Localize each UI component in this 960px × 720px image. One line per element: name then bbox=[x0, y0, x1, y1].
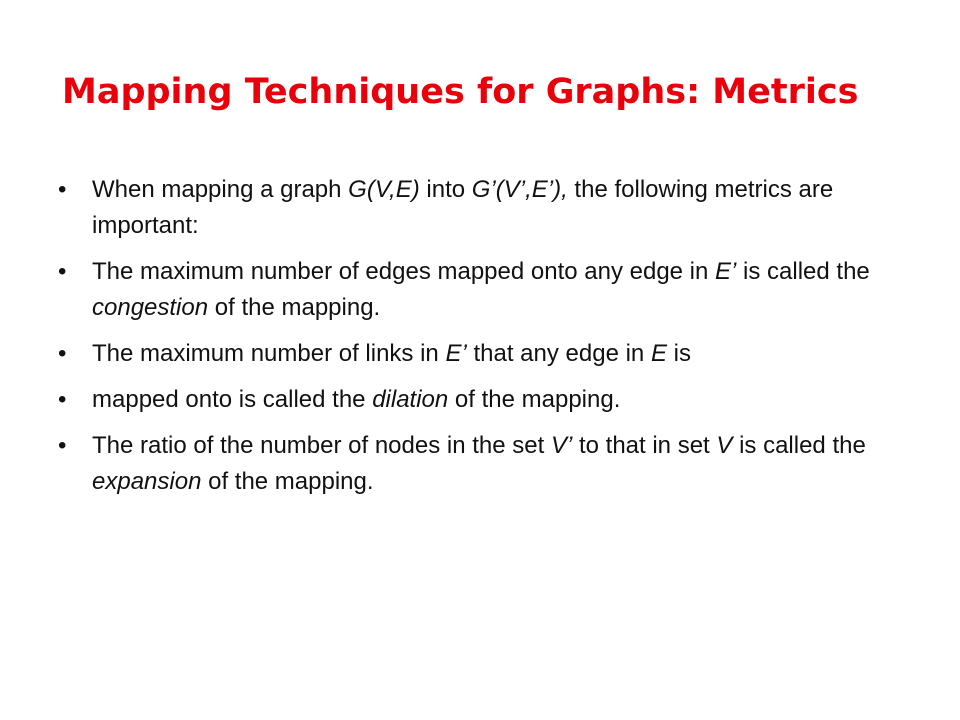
bullet-italic-term: dilation bbox=[372, 386, 449, 413]
bullet-text-segment: into bbox=[419, 176, 472, 203]
bullet-italic-term: E’ bbox=[445, 340, 467, 367]
bullet-text bbox=[92, 340, 691, 367]
bullet-text bbox=[92, 386, 620, 413]
bullet-italic-term: expansion bbox=[92, 468, 202, 495]
bullet-dot-icon: • bbox=[58, 432, 67, 459]
bullet-italic-term: G(V,E) bbox=[348, 176, 420, 203]
bullet-italic-term: E’ bbox=[715, 258, 737, 285]
bullet-text-segment: to that in set bbox=[572, 432, 717, 459]
bullet-dot-icon: • bbox=[58, 386, 67, 413]
bullet-item bbox=[58, 336, 918, 372]
slide-title: Mapping Techniques for Graphs: Metrics bbox=[62, 72, 859, 112]
bullet-text-segment: The ratio of the number of nodes in the set bbox=[92, 432, 551, 459]
bullet-text bbox=[92, 258, 870, 321]
bullet-item bbox=[58, 428, 918, 500]
bullet-italic-term: congestion bbox=[92, 294, 209, 321]
bullet-text-segment: is called the bbox=[736, 258, 870, 285]
bullet-italic-term: G’(V’,E’), bbox=[471, 176, 568, 203]
bullet-italic-term: V’ bbox=[550, 432, 573, 459]
bullet-item bbox=[58, 172, 918, 244]
bullet-dot-icon: • bbox=[58, 258, 67, 285]
bullet-text bbox=[92, 176, 833, 239]
bullet-text-segment: is bbox=[666, 340, 691, 367]
bullet-list bbox=[58, 172, 918, 510]
bullet-text-segment: The maximum number of links in bbox=[92, 340, 446, 367]
bullet-text-segment: When mapping a graph bbox=[92, 176, 349, 203]
bullet-dot-icon: • bbox=[58, 176, 67, 203]
bullet-text-segment: the following metrics are important: bbox=[92, 176, 834, 239]
bullet-text-segment: of the mapping. bbox=[208, 294, 381, 321]
bullet-text-segment: of the mapping. bbox=[448, 386, 621, 413]
bullet-item bbox=[58, 382, 918, 418]
bullet-text bbox=[92, 432, 866, 495]
bullet-item bbox=[58, 254, 918, 326]
bullet-text-segment: mapped onto is called the bbox=[92, 386, 373, 413]
bullet-text-segment: that any edge in bbox=[466, 340, 651, 367]
bullet-italic-term: V bbox=[716, 432, 733, 459]
bullet-text-segment: of the mapping. bbox=[201, 468, 374, 495]
bullet-dot-icon: • bbox=[58, 340, 67, 367]
bullet-text-segment: The maximum number of edges mapped onto any edge in bbox=[92, 258, 716, 285]
bullet-italic-term: E bbox=[650, 340, 667, 367]
bullet-text-segment: is called the bbox=[732, 432, 866, 459]
